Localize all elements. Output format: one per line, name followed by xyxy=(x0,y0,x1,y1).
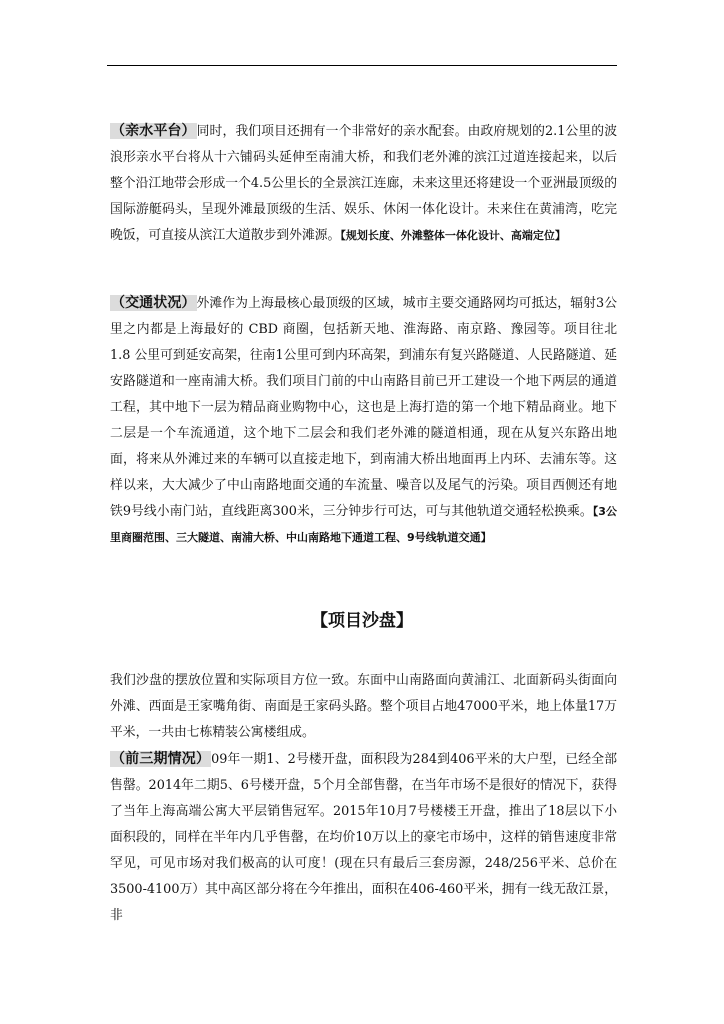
text-phases: 09年一期1、2号楼开盘，面积段为284到406平米的大户型，已经全部售罄。2014年二期5、6号楼开盘，5个月全部售罄，在当年市场不是很好的情况下，获得了当年上海高端公寓大平层销售冠军。2015年10月7号楼楼王开盘，推出了18层以下小面积段的，同样在半年内几乎售罄，在均价10万以上的豪宅市场中，这样的销售速度非常罕见，可见市场对我们极高的认可度！(现在只有最后三套房源，248/256平米、总价在3500-4100万）其中高区部分将在今年推出，面积在406-460平米，拥有一线无敌江景，非 xyxy=(110,752,618,923)
paragraph-phases xyxy=(110,746,617,929)
tag-waterfront: 【规划长度、外滩整体一体化设计、高端定位】 xyxy=(340,229,566,242)
label-waterfront: （亲水平台） xyxy=(111,123,196,139)
section-heading: 【项目沙盘】 xyxy=(311,611,413,631)
tag-traffic: 【3公里商圈范围、三大隧道、南浦大桥、中山南路地下通道工程、9号线轨道交通】 xyxy=(110,505,617,544)
header-rule xyxy=(107,65,617,66)
text-waterfront: 同时，我们项目还拥有一个非常好的亲水配套。由政府规划的2.1公里的波浪形亲水平台将从十六铺码头延伸至南浦大桥，和我们老外滩的滨江过道连接起来，以后整个沿江地带会形成一个4.5公里长的全景滨江连廊，未来这里还将建设一个亚洲最顶级的国际游艇码头，呈现外滩最顶级的生活、娱乐、休闲一体化设计。未来住在黄浦湾，吃完晚饭，可直接从滨江大道散步到外滩源。 xyxy=(110,124,617,243)
paragraph-waterfront xyxy=(110,118,617,249)
paragraph-traffic xyxy=(110,290,617,551)
paragraph-model xyxy=(110,668,617,746)
label-phases: （前三期情况） xyxy=(111,751,211,767)
text-model: 我们沙盘的摆放位置和实际项目方位一致。东面中山南路面向黄浦江、北面新码头街面向外滩、西面是王家嘴角街、南面是王家码头路。整个项目占地47000平米，地上体量17万平米，一共由七栋精装公寓楼组成。 xyxy=(110,673,617,740)
text-traffic: 外滩作为上海最核心最顶级的区域，城市主要交通路网均可抵达，辐射3公里之内都是上海最好的 CBD 商圈，包括新天地、淮海路、南京路、豫园等。项目往北 1.8 公里可到延安高架，往南1公里可到内环高架，到浦东有复兴路隧道、人民路隧道、延安路隧道和一座南浦大桥。我们项目门前的中山南路目前已开工建设一个地下两层的通道工程，其中地下一层为精品商业购物中心，这也是上海打造的第一个地下精品商业。地下二层是一个车流通道，这个地下二层会和我们老外滩的隧道相通，现在从复兴东路出地面，将来从外滩过来的车辆可以直接走地下，到南浦大桥出地面再上内环、去浦东等。这样以来，大大减少了中山南路地面交通的车流量、噪音以及尾气的污染。项目西侧还有地铁9号线小南门站，直线距离300米，三分钟步行可达，可与其他轨道交通轻松换乘。 xyxy=(110,296,617,519)
label-traffic: （交通状况） xyxy=(111,295,196,311)
